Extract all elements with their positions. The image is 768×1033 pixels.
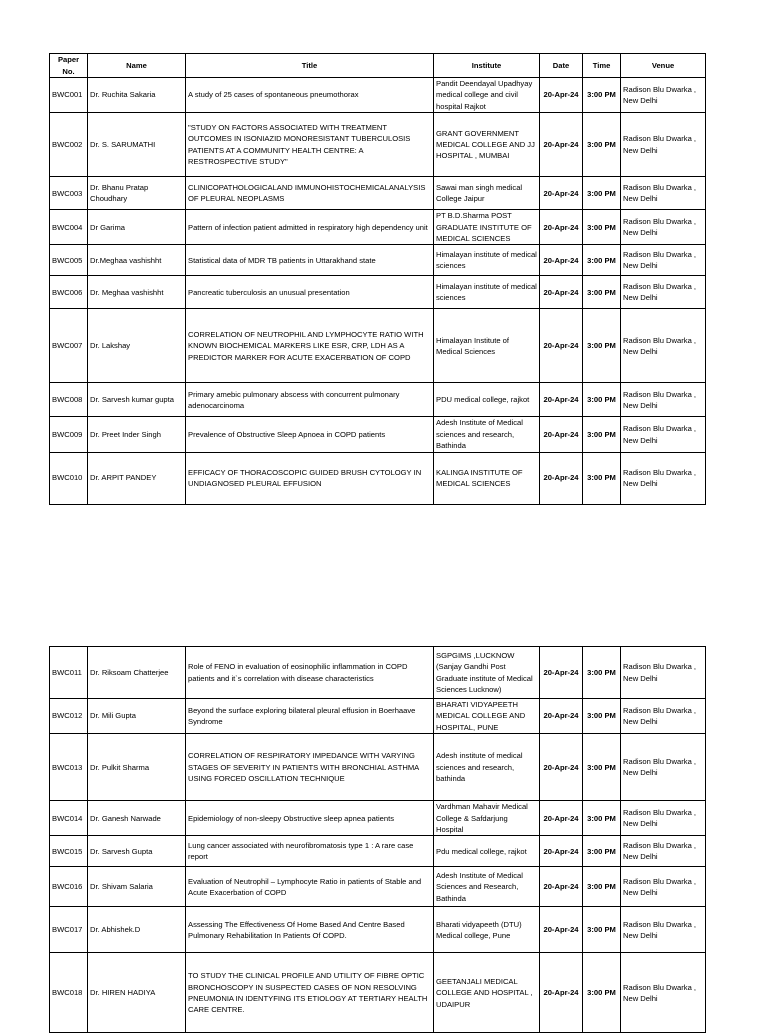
venue-cell: Radison Blu Dwarka , New Delhi xyxy=(621,78,706,113)
name-cell: Dr. Meghaa vashishht xyxy=(88,276,186,309)
date-cell: 20-Apr-24 xyxy=(540,276,583,309)
title-cell: EFFICACY OF THORACOSCOPIC GUIDED BRUSH CYTOLOGY IN UNDIAGNOSED PLEURAL EFFUSION xyxy=(186,452,434,504)
venue-cell: Radison Blu Dwarka , New Delhi xyxy=(621,734,706,801)
institute-cell: GEETANJALI MEDICAL COLLEGE AND HOSPITAL , UDAIPUR xyxy=(434,953,540,1033)
table-row xyxy=(50,309,706,383)
paper-no-cell: BWC013 xyxy=(50,734,88,801)
time-cell: 3:00 PM xyxy=(583,245,621,276)
table-row xyxy=(50,417,706,452)
table-row xyxy=(50,801,706,836)
paper-no-cell: BWC010 xyxy=(50,452,88,504)
name-cell: Dr. Lakshay xyxy=(88,309,186,383)
date-cell: 20-Apr-24 xyxy=(540,113,583,177)
header-venue: Venue xyxy=(621,54,706,78)
venue-cell: Radison Blu Dwarka , New Delhi xyxy=(621,867,706,907)
title-cell: Pattern of infection patient admitted in respiratory high dependency unit xyxy=(186,210,434,245)
paper-no-cell: BWC004 xyxy=(50,210,88,245)
time-cell: 3:00 PM xyxy=(583,210,621,245)
table-row xyxy=(50,734,706,801)
venue-cell: Radison Blu Dwarka , New Delhi xyxy=(621,907,706,953)
schedule-table-2 xyxy=(49,646,706,1033)
institute-cell: KALINGA INSTITUTE OF MEDICAL SCIENCES xyxy=(434,452,540,504)
name-cell: Dr.Meghaa vashishht xyxy=(88,245,186,276)
table-row xyxy=(50,452,706,504)
paper-no-cell: BWC006 xyxy=(50,276,88,309)
institute-cell: Himalayan Institute of Medical Sciences xyxy=(434,309,540,383)
date-cell: 20-Apr-24 xyxy=(540,452,583,504)
name-cell: Dr. HIREN HADIYA xyxy=(88,953,186,1033)
title-cell: Prevalence of Obstructive Sleep Apnoea in COPD patients xyxy=(186,417,434,452)
table-row xyxy=(50,953,706,1033)
institute-cell: Pdu medical college, rajkot xyxy=(434,836,540,867)
institute-cell: Vardhman Mahavir Medical College & Safdarjung Hospital xyxy=(434,801,540,836)
date-cell: 20-Apr-24 xyxy=(540,699,583,734)
title-cell: Evaluation of Neutrophil – Lymphocyte Ratio in patients of Stable and Acute Exacerbation of COPD xyxy=(186,867,434,907)
paper-no-cell: BWC008 xyxy=(50,383,88,417)
time-cell: 3:00 PM xyxy=(583,177,621,210)
name-cell: Dr. Mili Gupta xyxy=(88,699,186,734)
table-body-2 xyxy=(50,647,706,1033)
time-cell: 3:00 PM xyxy=(583,113,621,177)
venue-cell: Radison Blu Dwarka , New Delhi xyxy=(621,699,706,734)
venue-cell: Radison Blu Dwarka , New Delhi xyxy=(621,276,706,309)
title-cell: CLINICOPATHOLOGICALAND IMMUNOHISTOCHEMICALANALYSIS OF PLEURAL NEOPLASMS xyxy=(186,177,434,210)
header-date: Date xyxy=(540,54,583,78)
institute-cell: BHARATI VIDYAPEETH MEDICAL COLLEGE AND HOSPITAL, PUNE xyxy=(434,699,540,734)
venue-cell: Radison Blu Dwarka , New Delhi xyxy=(621,383,706,417)
venue-cell: Radison Blu Dwarka , New Delhi xyxy=(621,177,706,210)
title-cell: Statistical data of MDR TB patients in Uttarakhand state xyxy=(186,245,434,276)
time-cell: 3:00 PM xyxy=(583,78,621,113)
time-cell: 3:00 PM xyxy=(583,309,621,383)
time-cell: 3:00 PM xyxy=(583,699,621,734)
title-cell: Role of FENO in evaluation of eosinophilic inflammation in COPD patients and it`s correlation with disease characteristics xyxy=(186,647,434,699)
institute-cell: PDU medical college, rajkot xyxy=(434,383,540,417)
title-cell: "STUDY ON FACTORS ASSOCIATED WITH TREATMENT OUTCOMES IN ISONIAZID MONORESISTANT TUBERCULOSIS PATIENTS AT A COMMUNITY HEALTH CENTRE: A RESTROSPECTIVE STUDY" xyxy=(186,113,434,177)
institute-cell: Adesh Institute of Medical sciences and research, Bathinda xyxy=(434,417,540,452)
name-cell: Dr. Pulkit Sharma xyxy=(88,734,186,801)
venue-cell: Radison Blu Dwarka , New Delhi xyxy=(621,245,706,276)
institute-cell: Bharati vidyapeeth (DTU) Medical college, Pune xyxy=(434,907,540,953)
table-row xyxy=(50,276,706,309)
date-cell: 20-Apr-24 xyxy=(540,417,583,452)
venue-cell: Radison Blu Dwarka , New Delhi xyxy=(621,210,706,245)
title-cell: Pancreatic tuberculosis an unusual presentation xyxy=(186,276,434,309)
title-cell: Primary amebic pulmonary abscess with concurrent pulmonary adenocarcinoma xyxy=(186,383,434,417)
paper-no-cell: BWC014 xyxy=(50,801,88,836)
institute-cell: SGPGIMS ,LUCKNOW (Sanjay Gandhi Post Graduate institute of Medical Sciences Lucknow) xyxy=(434,647,540,699)
paper-no-cell: BWC001 xyxy=(50,78,88,113)
paper-no-cell: BWC007 xyxy=(50,309,88,383)
time-cell: 3:00 PM xyxy=(583,734,621,801)
title-cell: TO STUDY THE CLINICAL PROFILE AND UTILITY OF FIBRE OPTIC BRONCHOSCOPY IN SUSPECTED CASES OF NON RESOLVING PNEUMONIA IN IDENTYFING ITS ETIOLOGY AT TERTIARY HEALTH CARE CENTRE. xyxy=(186,953,434,1033)
title-cell: Epidemiology of non-sleepy Obstructive sleep apnea patients xyxy=(186,801,434,836)
paper-no-cell: BWC018 xyxy=(50,953,88,1033)
institute-cell: PT B.D.Sharma POST GRADUATE INSTITUTE OF MEDICAL SCIENCES xyxy=(434,210,540,245)
name-cell: Dr. Sarvesh Gupta xyxy=(88,836,186,867)
title-cell: Lung cancer associated with neurofibromatosis type 1 : A rare case report xyxy=(186,836,434,867)
institute-cell: Sawai man singh medical College Jaipur xyxy=(434,177,540,210)
paper-no-cell: BWC003 xyxy=(50,177,88,210)
name-cell: Dr. S. SARUMATHI xyxy=(88,113,186,177)
date-cell: 20-Apr-24 xyxy=(540,647,583,699)
time-cell: 3:00 PM xyxy=(583,276,621,309)
date-cell: 20-Apr-24 xyxy=(540,78,583,113)
date-cell: 20-Apr-24 xyxy=(540,245,583,276)
time-cell: 3:00 PM xyxy=(583,907,621,953)
table-row xyxy=(50,245,706,276)
name-cell: Dr. Bhanu Pratap Choudhary xyxy=(88,177,186,210)
time-cell: 3:00 PM xyxy=(583,867,621,907)
institute-cell: Adesh Institute of Medical Sciences and Research, Bathinda xyxy=(434,867,540,907)
time-cell: 3:00 PM xyxy=(583,417,621,452)
paper-no-cell: BWC005 xyxy=(50,245,88,276)
header-paper-no: Paper No. xyxy=(50,54,88,78)
date-cell: 20-Apr-24 xyxy=(540,177,583,210)
name-cell: Dr. Sarvesh kumar gupta xyxy=(88,383,186,417)
date-cell: 20-Apr-24 xyxy=(540,907,583,953)
name-cell: Dr Garima xyxy=(88,210,186,245)
date-cell: 20-Apr-24 xyxy=(540,309,583,383)
time-cell: 3:00 PM xyxy=(583,836,621,867)
time-cell: 3:00 PM xyxy=(583,452,621,504)
institute-cell: Himalayan institute of medical sciences xyxy=(434,276,540,309)
schedule-table-1 xyxy=(49,53,706,505)
venue-cell: Radison Blu Dwarka , New Delhi xyxy=(621,452,706,504)
paper-no-cell: BWC016 xyxy=(50,867,88,907)
paper-no-cell: BWC012 xyxy=(50,699,88,734)
institute-cell: GRANT GOVERNMENT MEDICAL COLLEGE AND JJ HOSPITAL , MUMBAI xyxy=(434,113,540,177)
table-row xyxy=(50,647,706,699)
table-row xyxy=(50,210,706,245)
date-cell: 20-Apr-24 xyxy=(540,210,583,245)
time-cell: 3:00 PM xyxy=(583,383,621,417)
paper-no-cell: BWC017 xyxy=(50,907,88,953)
name-cell: Dr. Riksoam Chatterjee xyxy=(88,647,186,699)
paper-no-cell: BWC009 xyxy=(50,417,88,452)
date-cell: 20-Apr-24 xyxy=(540,383,583,417)
header-row xyxy=(50,54,706,78)
header-institute: Institute xyxy=(434,54,540,78)
table-body-1 xyxy=(50,78,706,505)
table-row xyxy=(50,867,706,907)
date-cell: 20-Apr-24 xyxy=(540,734,583,801)
time-cell: 3:00 PM xyxy=(583,953,621,1033)
time-cell: 3:00 PM xyxy=(583,647,621,699)
table-row xyxy=(50,113,706,177)
date-cell: 20-Apr-24 xyxy=(540,953,583,1033)
date-cell: 20-Apr-24 xyxy=(540,867,583,907)
venue-cell: Radison Blu Dwarka , New Delhi xyxy=(621,953,706,1033)
paper-no-cell: BWC011 xyxy=(50,647,88,699)
header-time: Time xyxy=(583,54,621,78)
table-row xyxy=(50,699,706,734)
header-title: Title xyxy=(186,54,434,78)
venue-cell: Radison Blu Dwarka , New Delhi xyxy=(621,417,706,452)
venue-cell: Radison Blu Dwarka , New Delhi xyxy=(621,836,706,867)
table-row xyxy=(50,383,706,417)
venue-cell: Radison Blu Dwarka , New Delhi xyxy=(621,113,706,177)
header-name: Name xyxy=(88,54,186,78)
name-cell: Dr. ARPIT PANDEY xyxy=(88,452,186,504)
title-cell: Assessing The Effectiveness Of Home Based And Centre Based Pulmonary Rehabilitation In Patients Of COPD. xyxy=(186,907,434,953)
name-cell: Dr. Preet Inder Singh xyxy=(88,417,186,452)
institute-cell: Himalayan institute of medical sciences xyxy=(434,245,540,276)
name-cell: Dr. Abhishek.D xyxy=(88,907,186,953)
venue-cell: Radison Blu Dwarka , New Delhi xyxy=(621,801,706,836)
title-cell: Beyond the surface exploring bilateral pleural effusion in Boerhaave Syndrome xyxy=(186,699,434,734)
table-row xyxy=(50,907,706,953)
institute-cell: Pandit Deendayal Upadhyay medical college and civil hospital Rajkot xyxy=(434,78,540,113)
paper-no-cell: BWC002 xyxy=(50,113,88,177)
table-row xyxy=(50,78,706,113)
paper-no-cell: BWC015 xyxy=(50,836,88,867)
institute-cell: Adesh institute of medical sciences and research, bathinda xyxy=(434,734,540,801)
title-cell: A study of 25 cases of spontaneous pneumothorax xyxy=(186,78,434,113)
date-cell: 20-Apr-24 xyxy=(540,836,583,867)
date-cell: 20-Apr-24 xyxy=(540,801,583,836)
venue-cell: Radison Blu Dwarka , New Delhi xyxy=(621,309,706,383)
title-cell: CORRELATION OF RESPIRATORY IMPEDANCE WITH VARYING STAGES OF SEVERITY IN PATIENTS WITH BRONCHIAL ASTHMA USING FORCED OSCILLATION TECHNIQUE xyxy=(186,734,434,801)
name-cell: Dr. Shivam Salaria xyxy=(88,867,186,907)
table-row xyxy=(50,836,706,867)
name-cell: Dr. Ganesh Narwade xyxy=(88,801,186,836)
time-cell: 3:00 PM xyxy=(583,801,621,836)
title-cell: CORRELATION OF NEUTROPHIL AND LYMPHOCYTE RATIO WITH KNOWN BIOCHEMICAL MARKERS LIKE ESR, CRP, LDH AS A PREDICTOR MARKER FOR ACUTE EXACERBATION OF COPD xyxy=(186,309,434,383)
venue-cell: Radison Blu Dwarka , New Delhi xyxy=(621,647,706,699)
table-row xyxy=(50,177,706,210)
name-cell: Dr. Ruchita Sakaria xyxy=(88,78,186,113)
